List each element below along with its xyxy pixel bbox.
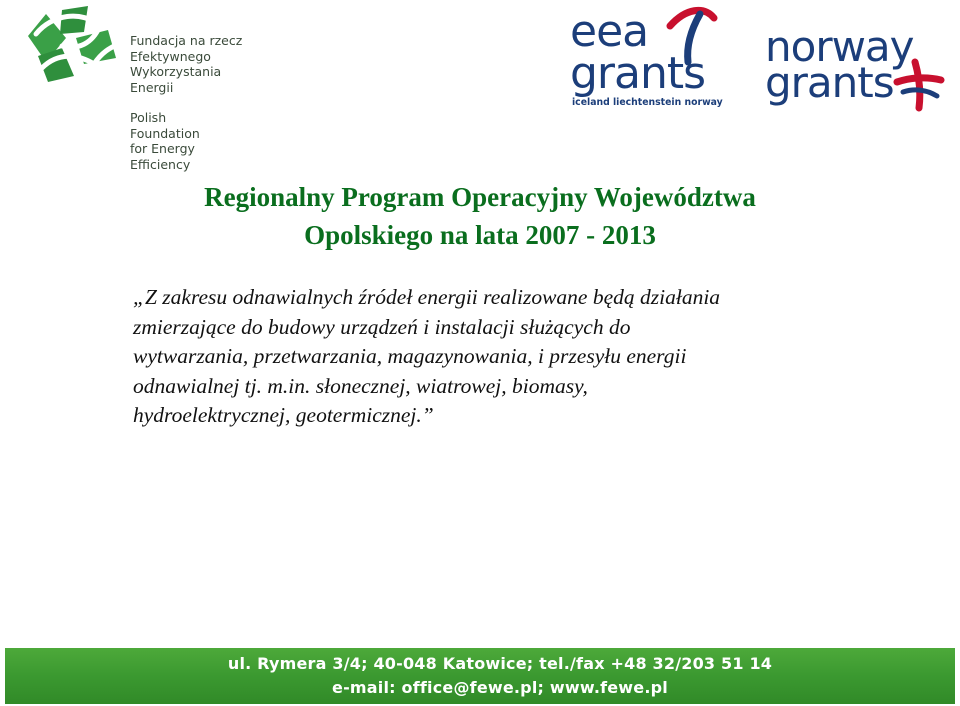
fewe-name-en (130, 110, 200, 172)
quote-line: zmierzające do budowy urządzeń i instalacji służących do (133, 314, 631, 339)
fewe-line: Polish (130, 110, 167, 125)
eea-word: eea (570, 6, 649, 57)
quote-line: odnawialnej tj. m.in. słonecznej, wiatrowej, biomasy, (133, 373, 588, 398)
fewe-line: for Energy (130, 141, 195, 157)
eea-grants-logo (570, 6, 723, 110)
fewe-name-pl (130, 33, 242, 95)
grants-word: grants (570, 48, 706, 99)
fewe-line: Foundation (130, 125, 200, 141)
quote-line: „Z zakresu odnawialnych źródeł energii realizowane będą działania (133, 285, 721, 309)
quote-line: hydroelektrycznej, geotermicznej.” (133, 403, 434, 427)
fewe-line: Fundacja na rzecz (130, 33, 243, 48)
fewe-line: Wykorzystania (130, 64, 222, 80)
title-line: Regionalny Program Operacyjny Województwa (204, 182, 756, 212)
fewe-line: Efficiency (130, 156, 191, 172)
footer-address: ul. Rymera 3/4; 40-048 Katowice; tel./fax +48 32/203 51 14 (227, 654, 773, 673)
fewe-line: Energii (130, 79, 174, 95)
title-line: Opolskiego na lata 2007 - 2013 (304, 220, 656, 250)
eea-subtitle: iceland liechtenstein norway (572, 97, 723, 108)
fewe-line: Efektywnego (130, 48, 211, 64)
footer-contact-bar (5, 648, 955, 704)
fewe-logo-shape (60, 6, 88, 34)
norway-swoosh-icon (893, 58, 945, 112)
grants-word: grants (765, 58, 894, 107)
quote-line: wytwarzania, przetwarzania, magazynowania, i przesyłu energii (133, 344, 687, 368)
norway-grants-logo (765, 22, 945, 112)
quote-paragraph (133, 283, 853, 431)
footer-email-web: e-mail: office@fewe.pl; www.fewe.pl (332, 678, 668, 697)
page-title (0, 178, 960, 254)
eea-swoosh-icon (664, 4, 720, 66)
fewe-logo (22, 4, 122, 84)
norway-word: norway (765, 22, 914, 71)
